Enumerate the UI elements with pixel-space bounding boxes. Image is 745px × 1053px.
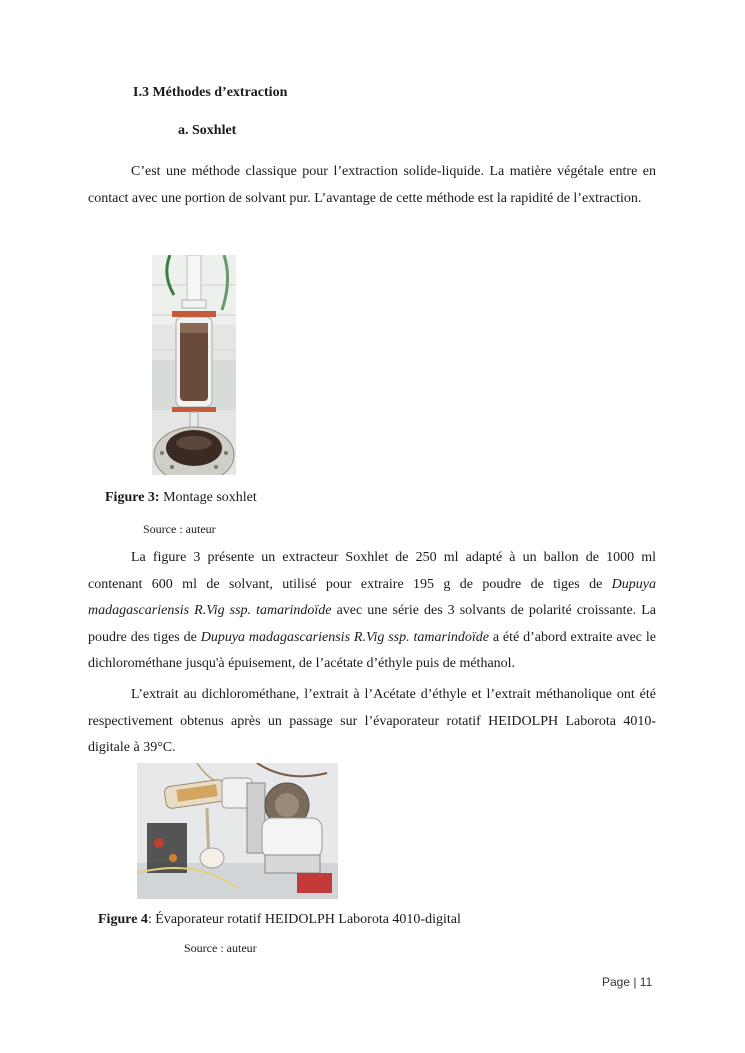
figure-4-label: Figure 4 (98, 912, 148, 927)
paragraph-3-text: L’extrait au dichlorométhane, l’extrait à l’Acétate d’éthyle et l’extrait méthanolique ont été respectivement obtenus après un passage sur l’évaporateur rotatif HEIDOLPH Laborota 4010-digitale à 39°C. (88, 687, 656, 755)
paragraph-2-part-b: avec une série des 3 solvants de polarité croissante. La poudre des tiges de (88, 603, 656, 645)
paragraph-2-part-a: La figure 3 présente un extracteur Soxhlet de 250 ml adapté à un ballon de 1000 ml contenant 600 ml de solvant, utilisé pour extraire 195 g de poudre de tiges de (88, 550, 656, 592)
figure-4-source: Source : auteur (184, 941, 257, 955)
paragraph-2-part-c: a été d’abord extraite avec le dichlorométhane jusqu'à épuisement, de l’acétate d’éthyle puis de méthanol. (88, 629, 656, 671)
section-subtitle: a. Soxhlet (178, 123, 237, 138)
paragraph-1-text: C’est une méthode classique pour l’extraction solide-liquide. La matière végétale entre en contact avec une portion de solvant pur. L’avantage de cette méthode est la rapidité de l’extraction. (88, 164, 656, 206)
figure-3-caption (105, 490, 257, 506)
figure-4-caption (98, 912, 461, 928)
paragraph-3 (88, 682, 656, 762)
species-name: Dupuya madagascariensis R.Vig ssp. tamarindoïde (200, 629, 489, 645)
figure-3-source: Source : auteur (143, 522, 216, 536)
species-name: Dupuya madagascariensis R.Vig ssp. tamarindoïde (88, 576, 656, 618)
paragraph-1 (88, 159, 656, 212)
page-number: Page | 11 (602, 975, 653, 989)
rotary-evaporator-photo (137, 763, 338, 899)
section-title: I.3 Méthodes d’extraction (133, 85, 288, 100)
figure-4-caption-text: : Évaporateur rotatif HEIDOLPH Laborota 4010-digital (147, 912, 461, 927)
figure-3-caption-text: Montage soxhlet (163, 490, 257, 505)
soxhlet-photo (152, 255, 236, 475)
figure-3-label: Figure 3: (105, 490, 160, 505)
paragraph-2 (88, 545, 656, 678)
